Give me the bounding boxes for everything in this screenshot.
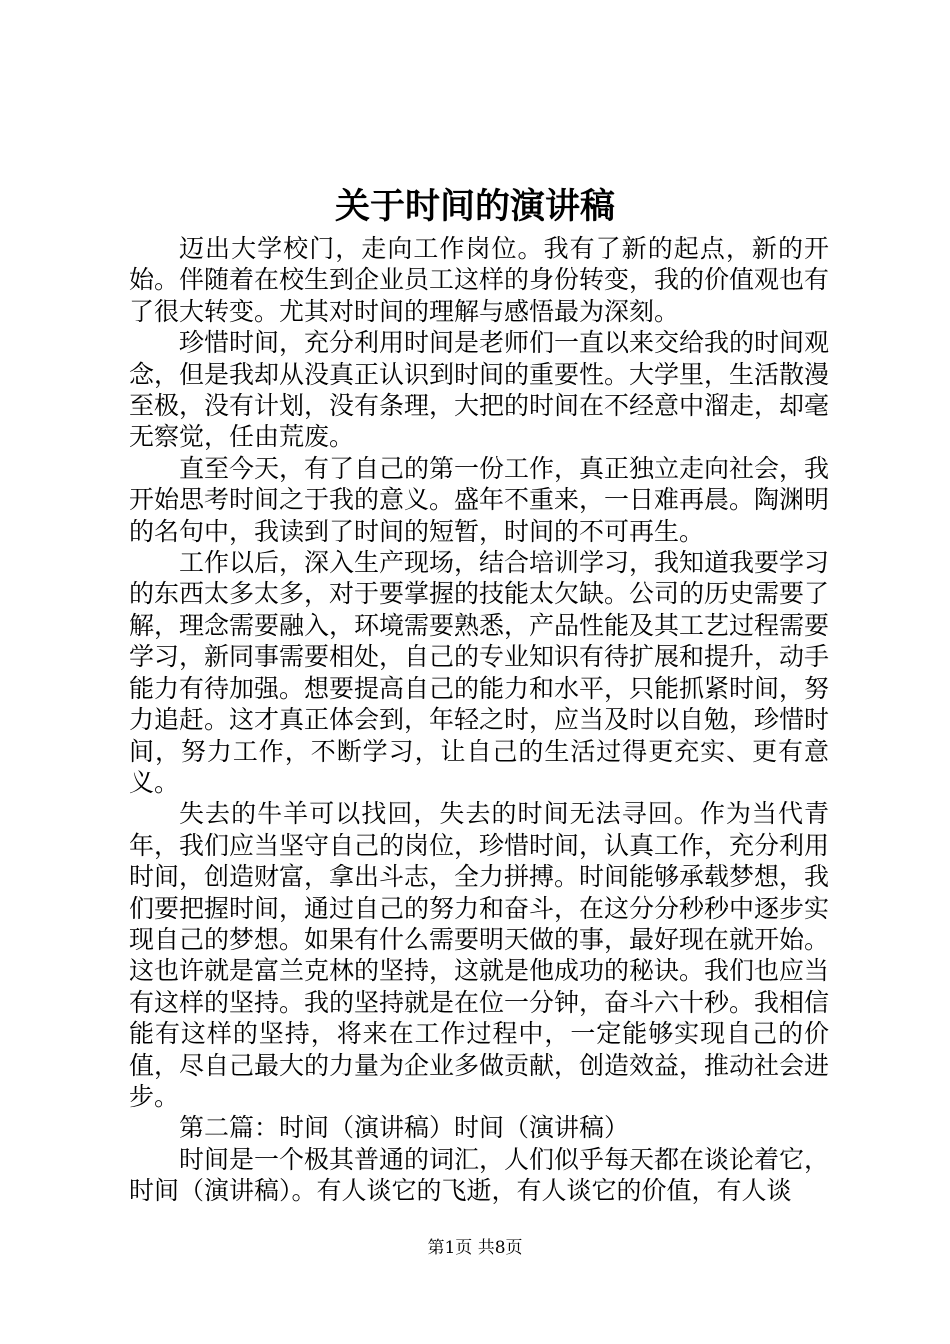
- section-heading: 第二篇：时间（演讲稿）时间（演讲稿）: [179, 1113, 630, 1143]
- paragraph: 直至今天，有了自己的第一份工作，真正独立走向社会，我开始思考时间之于我的意义。盛年不重来，一日难再晨。陶渊明的名句中，我读到了时间的短暂，时间的不可再生。: [129, 453, 830, 546]
- paragraph: 工作以后，深入生产现场，结合培训学习，我知道我要学习的东西太多太多，对于要掌握的技能太欠缺。公司的历史需要了解，理念需要融入，环境需要熟悉，产品性能及其工艺过程需要学习，新同事需要相处，自己的专业知识有待扩展和提升，动手能力有待加强。想要提高自己的能力和水平，只能抓紧时间，努力追赶。这才真正体会到，年轻之时，应当及时以自勉，珍惜时间，努力工作，不断学习，让自己的生活过得更充实、更有意义。: [129, 548, 830, 797]
- paragraph: 时间是一个极其普通的词汇，人们似乎每天都在谈论着它，时间（演讲稿）。有人谈它的飞逝，有人谈它的价值，有人谈: [129, 1144, 830, 1206]
- paragraph: 失去的牛羊可以找回，失去的时间无法寻回。作为当代青年，我们应当坚守自己的岗位，珍惜时间，认真工作，充分利用时间，创造财富，拿出斗志，全力拼搏。时间能够承载梦想，我们要把握时间，通过自己的努力和奋斗，在这分分秒秒中逐步实现自己的梦想。如果有什么需要明天做的事，最好现在就开始。这也许就是富兰克林的坚持，这就是他成功的秘诀。我们也应当有这样的坚持。我的坚持就是在位一分钟，奋斗六十秒。我相信能有这样的坚持，将来在工作过程中，一定能够实现自己的价值，尽自己最大的力量为企业多做贡献，创造效益，推动社会进步。: [129, 799, 830, 1111]
- document-body: [129, 233, 829, 1207]
- paragraph: 迈出大学校门，走向工作岗位。我有了新的起点，新的开始。伴随着在校生到企业员工这样的身份转变，我的价值观也有了很大转变。尤其对时间的理解与感悟最为深刻。: [129, 234, 830, 326]
- paragraph: 珍惜时间，充分利用时间是老师们一直以来交给我的时间观念，但是我却从没真正认识到时间的重要性。大学里，生活散漫至极，没有计划，没有条理，大把的时间在不经意中溜走，却毫无察觉，任由荒废。: [129, 328, 830, 452]
- document-title: 关于时间的演讲稿: [334, 186, 615, 227]
- page-footer: 第1页 共8页: [427, 1238, 523, 1258]
